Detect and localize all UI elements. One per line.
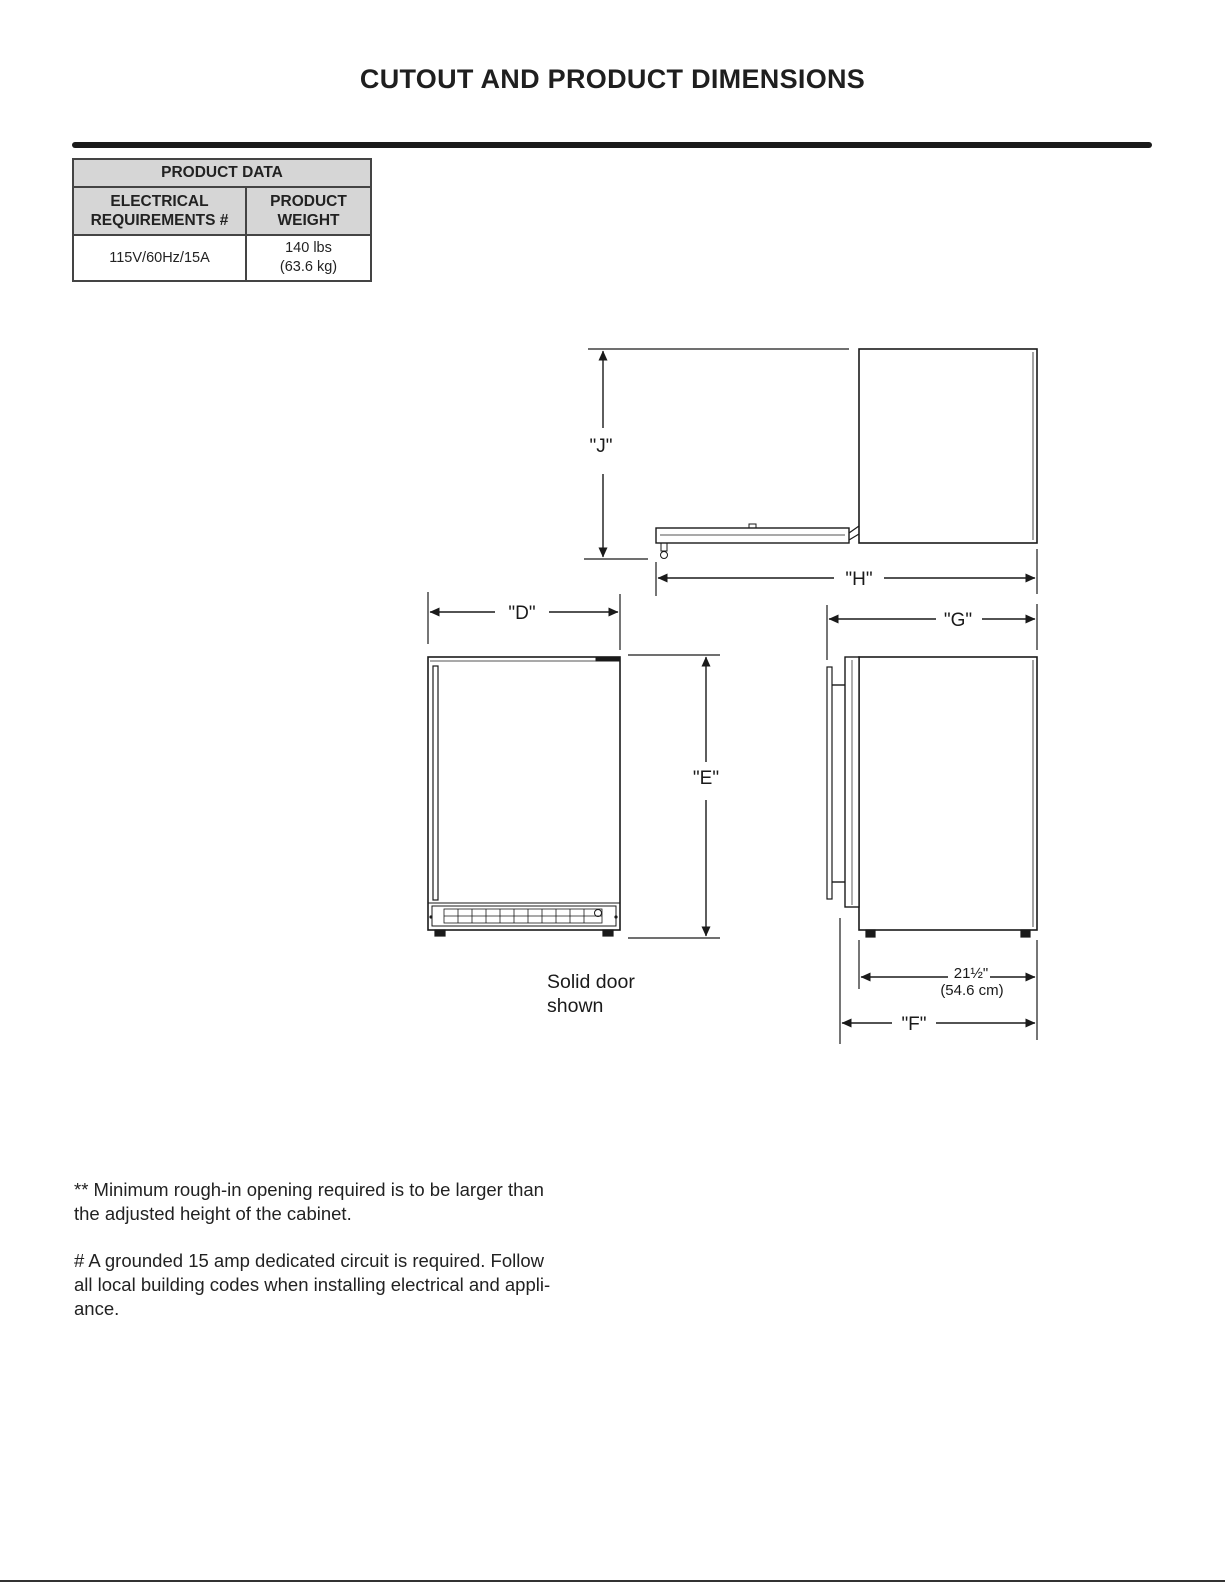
- footnote-electrical-line2: all local building codes when installing electrical and appli-: [74, 1274, 551, 1295]
- caption-line2: shown: [547, 995, 604, 1017]
- dimension-label-h: "H": [845, 569, 873, 590]
- bottom-divider: [0, 1580, 1225, 1582]
- electrical-header-line1: ELECTRICAL: [110, 193, 209, 210]
- dimension-label-depth-in: 21½": [953, 965, 989, 982]
- footnotes: [74, 1178, 594, 1344]
- weight-kg: (63.6 kg): [279, 259, 338, 275]
- front-vent-grille: [444, 909, 602, 923]
- footnote-electrical: [74, 1249, 594, 1321]
- side-view-door-closed: [827, 604, 1037, 1044]
- side-handle-bar: [827, 667, 832, 899]
- front-leveling-leg-right: [603, 930, 613, 936]
- dimension-label-d: "D": [508, 603, 536, 624]
- front-screw-left: [429, 915, 432, 918]
- weight-header-line2: WEIGHT: [277, 212, 340, 229]
- handle-end: [661, 552, 668, 559]
- weight-header-line1: PRODUCT: [270, 193, 347, 210]
- dimension-label-f: "F": [901, 1014, 927, 1035]
- door-hinge: [849, 526, 859, 540]
- side-leveling-leg-rear: [1021, 930, 1030, 937]
- cabinet-side-body: [859, 349, 1037, 543]
- dimension-label-j: "J": [589, 436, 613, 457]
- product-data-title: PRODUCT DATA: [73, 159, 371, 187]
- front-cabinet-body: [428, 657, 620, 930]
- side-cabinet-body: [859, 657, 1037, 930]
- weight-lbs: 140 lbs: [285, 240, 332, 256]
- footnote-rough-in: [74, 1178, 594, 1226]
- side-leveling-leg-front: [866, 930, 875, 937]
- dimension-label-e: "E": [692, 768, 720, 789]
- electrical-requirements-value: 115V/60Hz/15A: [73, 235, 246, 281]
- footnote-rough-in-line2: the adjusted height of the cabinet.: [74, 1203, 352, 1224]
- footnote-electrical-line1: # A grounded 15 amp dedicated circuit is required. Follow: [74, 1250, 544, 1271]
- caption-line1: Solid door: [547, 971, 635, 993]
- handle-stub: [661, 543, 667, 551]
- dimension-label-depth-cm: (54.6 cm): [940, 982, 1004, 999]
- front-leveling-leg-left: [435, 930, 445, 936]
- open-door-panel: [656, 528, 849, 543]
- front-screw-right: [614, 915, 617, 918]
- front-view: [428, 592, 720, 938]
- footnote-rough-in-line1: ** Minimum rough-in opening required is to be larger than: [74, 1179, 544, 1200]
- electrical-header-line2: REQUIREMENTS #: [90, 212, 229, 229]
- page-title: CUTOUT AND PRODUCT DIMENSIONS: [359, 64, 866, 94]
- front-top-hinge: [596, 657, 620, 661]
- side-view-door-open: [584, 349, 1037, 596]
- footnote-electrical-line3: ance.: [74, 1298, 120, 1319]
- dimension-label-g: "G": [943, 610, 973, 631]
